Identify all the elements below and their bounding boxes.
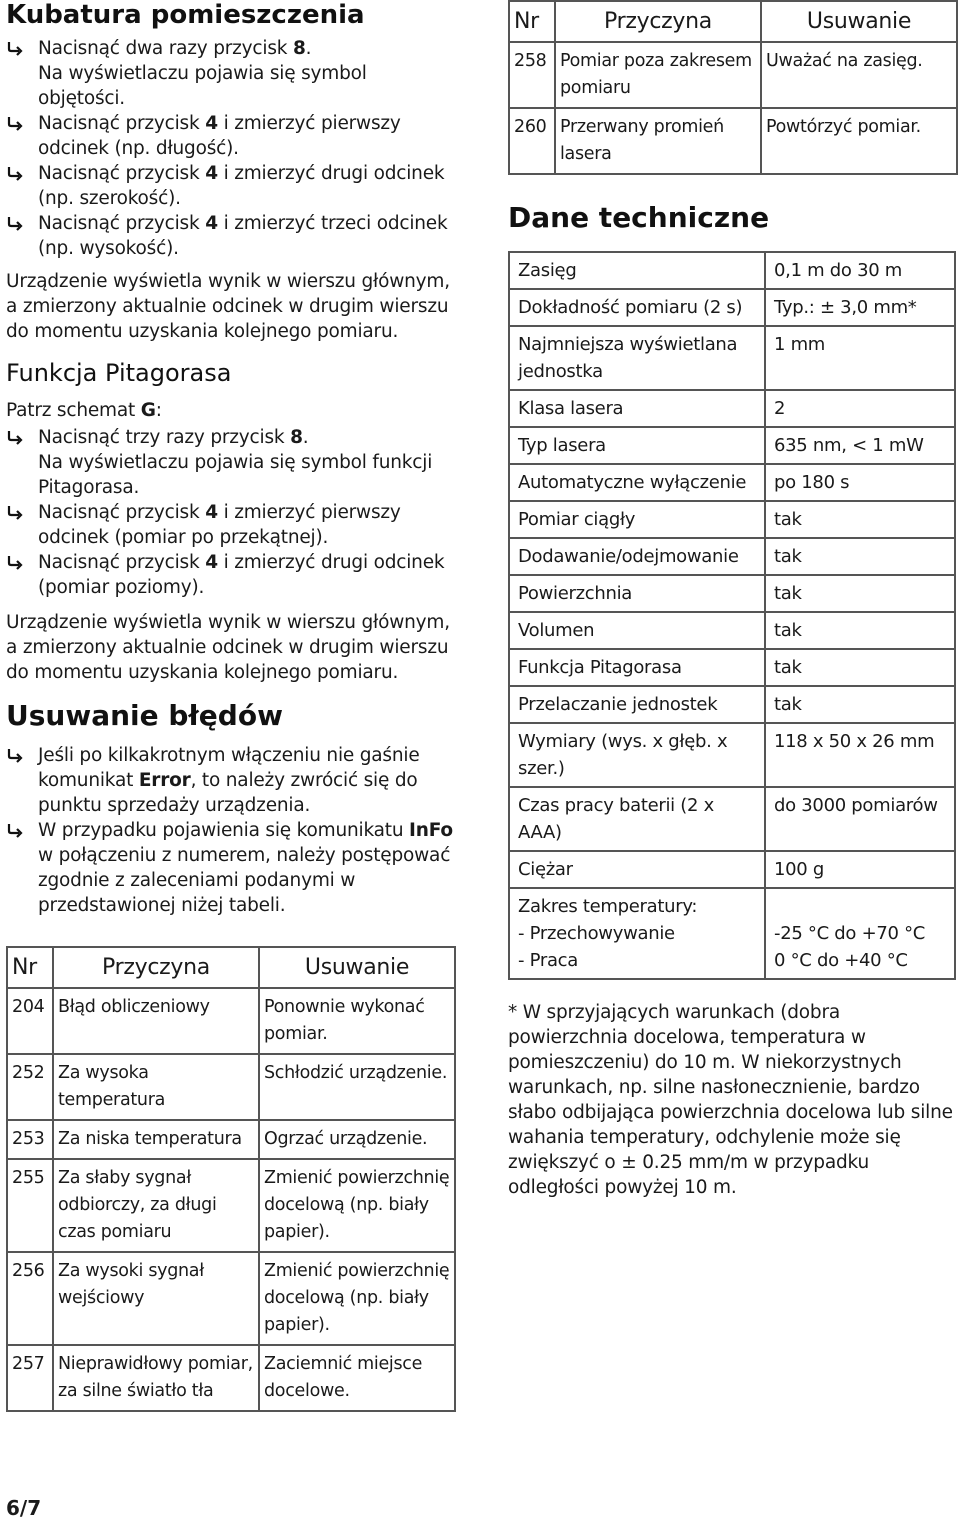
tech-value: 1 mm: [765, 326, 955, 390]
table-row: [509, 888, 955, 979]
cell-cause: Przerwany promień lasera: [555, 108, 761, 174]
tech-key: Automatyczne wyłączenie: [509, 464, 765, 501]
kubatura-step-4: Nacisnąć przycisk 4 i zmierzyć trzeci odcinek (np. wysokość).: [6, 211, 458, 261]
cell-nr: 256: [7, 1252, 53, 1345]
table-row: [7, 988, 455, 1054]
cell-fix: Schłodzić urządzenie.: [259, 1054, 455, 1120]
cell-cause: Nieprawidłowy pomiar, za silne światło tła: [53, 1345, 259, 1411]
table-row: [509, 538, 955, 575]
tech-key: Klasa lasera: [509, 390, 765, 427]
error-table-header: [509, 1, 957, 42]
cell-cause: Za wysoki sygnał wejściowy: [53, 1252, 259, 1345]
arrow-right-icon: [6, 425, 28, 450]
tech-key: Przelaczanie jednostek: [509, 686, 765, 723]
table-row: [509, 787, 955, 851]
table-row: [509, 612, 955, 649]
cell-fix: Zaciemnić miejsce docelowe.: [259, 1345, 455, 1411]
right-column: [508, 0, 958, 1200]
left-column: [6, 0, 458, 1412]
tech-key: Volumen: [509, 612, 765, 649]
table-row: [7, 1054, 455, 1120]
cell-cause: Za niska temperatura: [53, 1120, 259, 1159]
page-number: 6/7: [6, 1496, 42, 1520]
tech-value-temperature: -25 °C do +70 °C 0 °C do +40 °C: [765, 888, 955, 979]
tech-key-temperature: Zakres temperatury: - Przechowywanie - Praca: [509, 888, 765, 979]
arrow-right-icon: [6, 550, 28, 575]
tech-title: Dane techniczne: [508, 201, 770, 234]
col-header-nr: Nr: [509, 1, 555, 42]
kubatura-title: Kubatura pomieszczenia: [6, 0, 365, 30]
error-table: [6, 946, 456, 1412]
error-table-continued: [508, 0, 958, 175]
tech-value: 0,1 m do 30 m: [765, 252, 955, 289]
tech-key: Dodawanie/odejmowanie: [509, 538, 765, 575]
tech-table: [508, 251, 956, 980]
tech-value: 100 g: [765, 851, 955, 888]
table-row: [7, 1252, 455, 1345]
col-header-nr: Nr: [7, 947, 53, 988]
table-row: [509, 289, 955, 326]
tech-value: 635 nm, < 1 mW: [765, 427, 955, 464]
table-row: [509, 42, 957, 108]
table-row: [509, 501, 955, 538]
pitagoras-schema-ref: Patrz schemat G:: [6, 400, 162, 421]
cell-nr: 252: [7, 1054, 53, 1120]
tech-key: Typ lasera: [509, 427, 765, 464]
tech-value: tak: [765, 501, 955, 538]
tech-value: 2: [765, 390, 955, 427]
tech-value: tak: [765, 649, 955, 686]
tech-key: Wymiary (wys. x głęb. x szer.): [509, 723, 765, 787]
cell-nr: 257: [7, 1345, 53, 1411]
kubatura-step-3: Nacisnąć przycisk 4 i zmierzyć drugi odcinek (np. szerokość).: [6, 161, 458, 211]
kubatura-summary: Urządzenie wyświetla wynik w wierszu głównym, a zmierzony aktualnie odcinek w drugim wierszu do momentu uzyskania kolejnego pomiaru.: [6, 271, 450, 342]
errors-title: Usuwanie błędów: [6, 699, 283, 732]
arrow-right-icon: [6, 211, 28, 236]
pitagoras-step-1: Nacisnąć trzy razy przycisk 8. Na wyświetlaczu pojawia się symbol funkcji Pitagorasa.: [6, 425, 458, 500]
arrow-right-icon: [6, 111, 28, 136]
cell-fix: Ponownie wykonać pomiar.: [259, 988, 455, 1054]
table-row: [509, 723, 955, 787]
arrow-right-icon: [6, 500, 28, 525]
col-header-fix: Usuwanie: [761, 1, 957, 42]
table-row: [509, 464, 955, 501]
cell-cause: Za wysoka temperatura: [53, 1054, 259, 1120]
table-row: [509, 427, 955, 464]
tech-value: tak: [765, 575, 955, 612]
table-row: [509, 649, 955, 686]
cell-nr: 204: [7, 988, 53, 1054]
tech-key: Zasięg: [509, 252, 765, 289]
footnote: * W sprzyjających warunkach (dobra powierzchnia docelowa, temperatura w pomieszczeniu) do 10 m. W niekorzystnych warunkach, np. silne nasłonecznienie, bardzo słabo odbijająca powierzchnia docelowa lub silne wahania temperatury, odchylenie może się zwiększyć o ± 0.25 mm/m w przypadku odległości powyżej 10 m.: [508, 1002, 953, 1198]
arrow-right-icon: [6, 36, 28, 61]
tech-key: Ciężar: [509, 851, 765, 888]
table-row: [7, 1345, 455, 1411]
table-row: [509, 686, 955, 723]
tech-value: do 3000 pomiarów: [765, 787, 955, 851]
tech-value: tak: [765, 612, 955, 649]
table-row: [509, 851, 955, 888]
table-row: [509, 390, 955, 427]
cell-nr: 255: [7, 1159, 53, 1252]
kubatura-step-1: Nacisnąć dwa razy przycisk 8. Na wyświetlaczu pojawia się symbol objętości.: [6, 36, 458, 111]
table-row: [509, 326, 955, 390]
cell-fix: Zmienić powierzchnię docelową (np. biały papier).: [259, 1159, 455, 1252]
cell-cause: Za słaby sygnał odbiorczy, za długi czas pomiaru: [53, 1159, 259, 1252]
tech-key: Funkcja Pitagorasa: [509, 649, 765, 686]
col-header-cause: Przyczyna: [555, 1, 761, 42]
pitagoras-step-2: Nacisnąć przycisk 4 i zmierzyć pierwszy odcinek (pomiar po przekątnej).: [6, 500, 458, 550]
tech-key: Dokładność pomiaru (2 s): [509, 289, 765, 326]
pitagoras-step-3: Nacisnąć przycisk 4 i zmierzyć drugi odcinek (pomiar poziomy).: [6, 550, 458, 600]
arrow-right-icon: [6, 743, 28, 768]
cell-fix: Powtórzyć pomiar.: [761, 108, 957, 174]
kubatura-step-2: Nacisnąć przycisk 4 i zmierzyć pierwszy odcinek (np. długość).: [6, 111, 458, 161]
tech-key: Najmniejsza wyświetlana jednostka: [509, 326, 765, 390]
table-row: [7, 1159, 455, 1252]
table-row: [509, 252, 955, 289]
arrow-right-icon: [6, 161, 28, 186]
cell-nr: 253: [7, 1120, 53, 1159]
col-header-cause: Przyczyna: [53, 947, 259, 988]
table-row: [7, 1120, 455, 1159]
cell-fix: Zmienić powierzchnię docelową (np. biały papier).: [259, 1252, 455, 1345]
error-table-header: [7, 947, 455, 988]
errors-step-1: Jeśli po kilkakrotnym włączeniu nie gaśnie komunikat Error, to należy zwrócić się do punktu sprzedaży urządzenia.: [6, 743, 458, 818]
tech-value: tak: [765, 538, 955, 575]
tech-key: Pomiar ciągły: [509, 501, 765, 538]
cell-fix: Ogrzać urządzenie.: [259, 1120, 455, 1159]
pitagoras-summary: Urządzenie wyświetla wynik w wierszu głównym, a zmierzony aktualnie odcinek w drugim wierszu do momentu uzyskania kolejnego pomiaru.: [6, 612, 450, 683]
pitagoras-title: Funkcja Pitagorasa: [6, 359, 232, 387]
arrow-right-icon: [6, 818, 28, 843]
errors-step-2: W przypadku pojawienia się komunikatu InFo w połączeniu z numerem, należy postępować zgodnie z zaleceniami podanymi w przedstawionej niżej tabeli.: [6, 818, 458, 918]
tech-key: Czas pracy baterii (2 x AAA): [509, 787, 765, 851]
tech-value: po 180 s: [765, 464, 955, 501]
table-row: [509, 575, 955, 612]
cell-cause: Błąd obliczeniowy: [53, 988, 259, 1054]
tech-value: tak: [765, 686, 955, 723]
tech-key: Powierzchnia: [509, 575, 765, 612]
cell-nr: 260: [509, 108, 555, 174]
cell-cause: Pomiar poza zakresem pomiaru: [555, 42, 761, 108]
table-row: [509, 108, 957, 174]
tech-value: 118 x 50 x 26 mm: [765, 723, 955, 787]
cell-nr: 258: [509, 42, 555, 108]
col-header-fix: Usuwanie: [259, 947, 455, 988]
cell-fix: Uważać na zasięg.: [761, 42, 957, 108]
tech-value: Typ.: ± 3,0 mm*: [765, 289, 955, 326]
